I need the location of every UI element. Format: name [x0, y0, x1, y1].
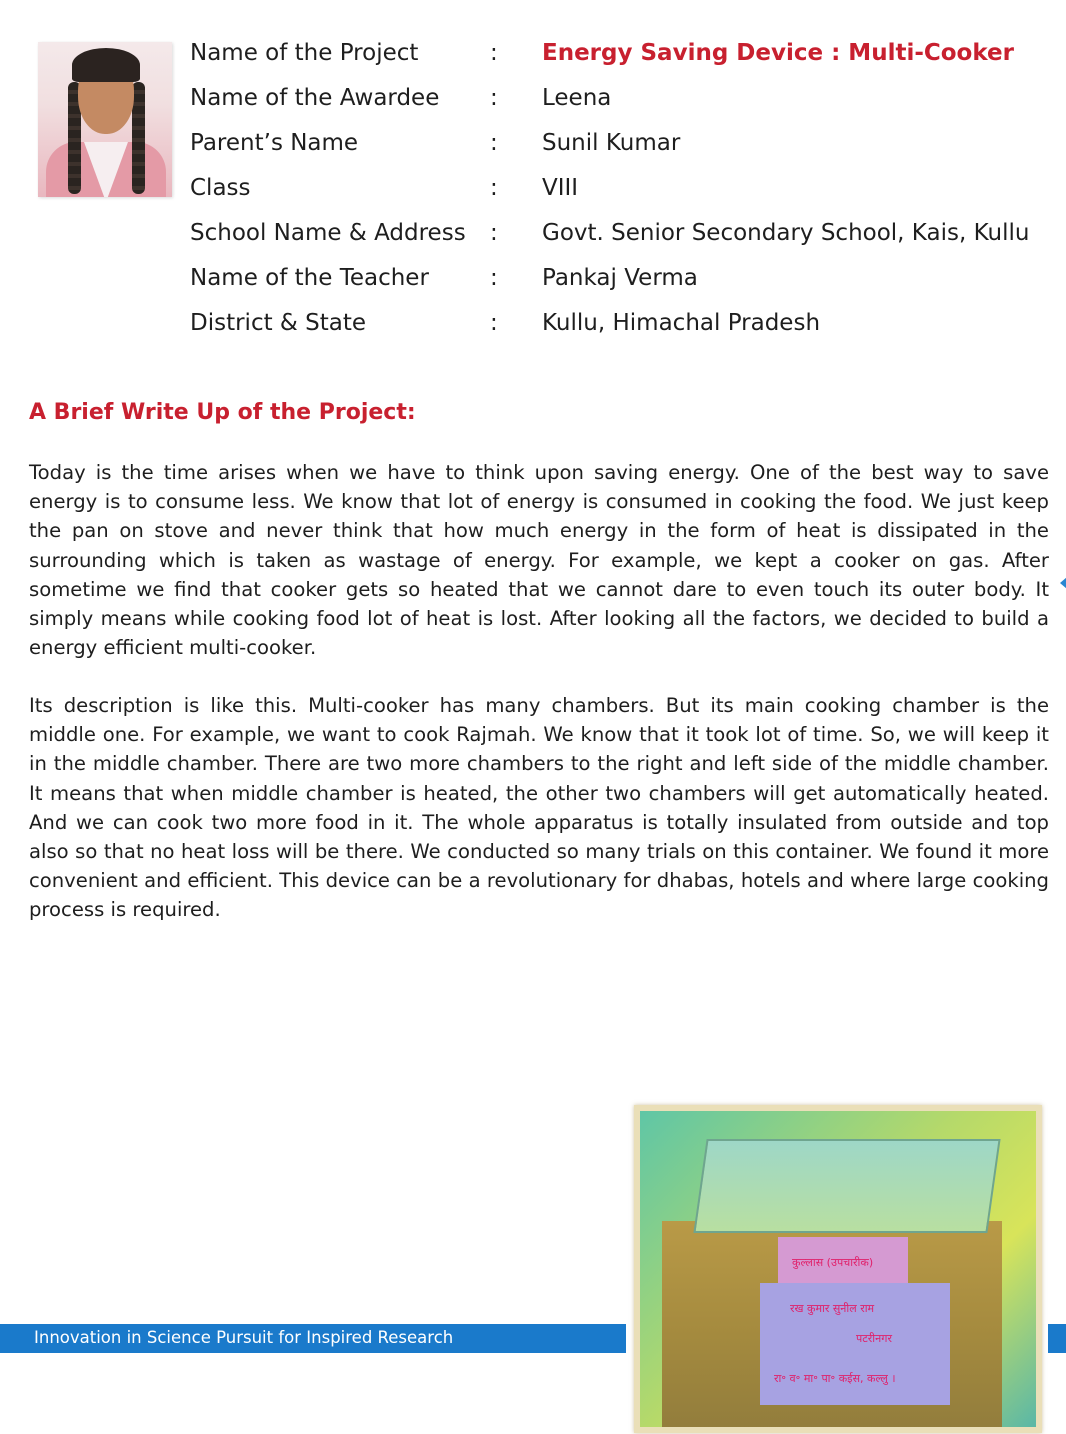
page-edge-triangle-icon [1060, 577, 1066, 589]
device-label-text: कुल्लास (उपचारीक) [792, 1256, 874, 1269]
info-value: Govt. Senior Secondary School, Kais, Kullu [542, 220, 1030, 246]
device-label-text: रख कुमार सुनील राम [790, 1302, 875, 1315]
info-label: Parent’s Name [190, 130, 359, 156]
writeup-paragraph: Today is the time arises when we have to think upon saving energy. One of the best way to save energy is to consume less. We know that lot of energy is consumed in cooking the food. We just keep the pan on stove and never think that how much energy in the form of heat is dissipated in the surrounding which is taken as wastage of energy. For example, we kept a cooker on gas. After sometime we find that cooker gets so heated that we cannot dare to even touch its outer body. It simply means while cooking food lot of heat is lost. After looking all the factors, we decided to build a energy efficient multi-cooker. [29, 461, 1049, 660]
info-label: Name of the Awardee [190, 85, 440, 111]
info-label: School Name & Address [190, 220, 466, 246]
project-title: Energy Saving Device : Multi-Cooker [542, 40, 1014, 66]
info-value: Sunil Kumar [542, 130, 681, 156]
writeup-heading: A Brief Write Up of the Project: [29, 400, 416, 425]
footer-tagline: Innovation in Science Pursuit for Inspired Research [34, 1328, 454, 1347]
info-colon: : [490, 220, 498, 246]
info-colon: : [490, 130, 498, 156]
device-label-text: पटरीनगर [856, 1332, 892, 1345]
info-label: District & State [190, 310, 367, 336]
photo-hair-shape [72, 48, 140, 82]
awardee-photo [38, 42, 172, 197]
device-lid-shape [693, 1139, 1000, 1233]
info-value: Kullu, Himachal Pradesh [542, 310, 821, 336]
info-label: Name of the Teacher [190, 265, 429, 291]
info-value: Pankaj Verma [542, 265, 698, 291]
device-photo-image [640, 1111, 1036, 1427]
info-colon: : [490, 265, 498, 291]
info-value: Leena [542, 85, 612, 111]
info-colon: : [490, 85, 498, 111]
footer-bar [0, 1324, 626, 1353]
info-colon: : [490, 310, 498, 336]
device-label-bottom [760, 1283, 950, 1405]
device-photo [634, 1105, 1042, 1433]
device-label-text: रा॰ व॰ मा॰ पा॰ कईस, कल्लु । [774, 1372, 896, 1385]
info-colon: : [490, 40, 498, 66]
info-colon: : [490, 175, 498, 201]
footer-bar-right-segment [1048, 1324, 1066, 1353]
writeup-paragraph: Its description is like this. Multi-cooker has many chambers. But its main cooking chamber is the middle one. For example, we want to cook Rajmah. We know that it took lot of time. So, we will keep it in the middle chamber. There are two more chambers to the right and left side of the middle chamber. It means that when middle chamber is heated, the other two chambers will get automatically heated. And we can cook two more food in it. The whole apparatus is totally insulated from outside and top also so that no heat loss will be there. We conducted so many trials on this container. We found it more convenient and efficient. This device can be a revolutionary for dhabas, hotels and where large cooking process is required. [29, 694, 1049, 922]
info-label: Class [190, 175, 251, 201]
info-label: Name of the Project [190, 40, 419, 66]
info-value: VIII [542, 175, 579, 201]
